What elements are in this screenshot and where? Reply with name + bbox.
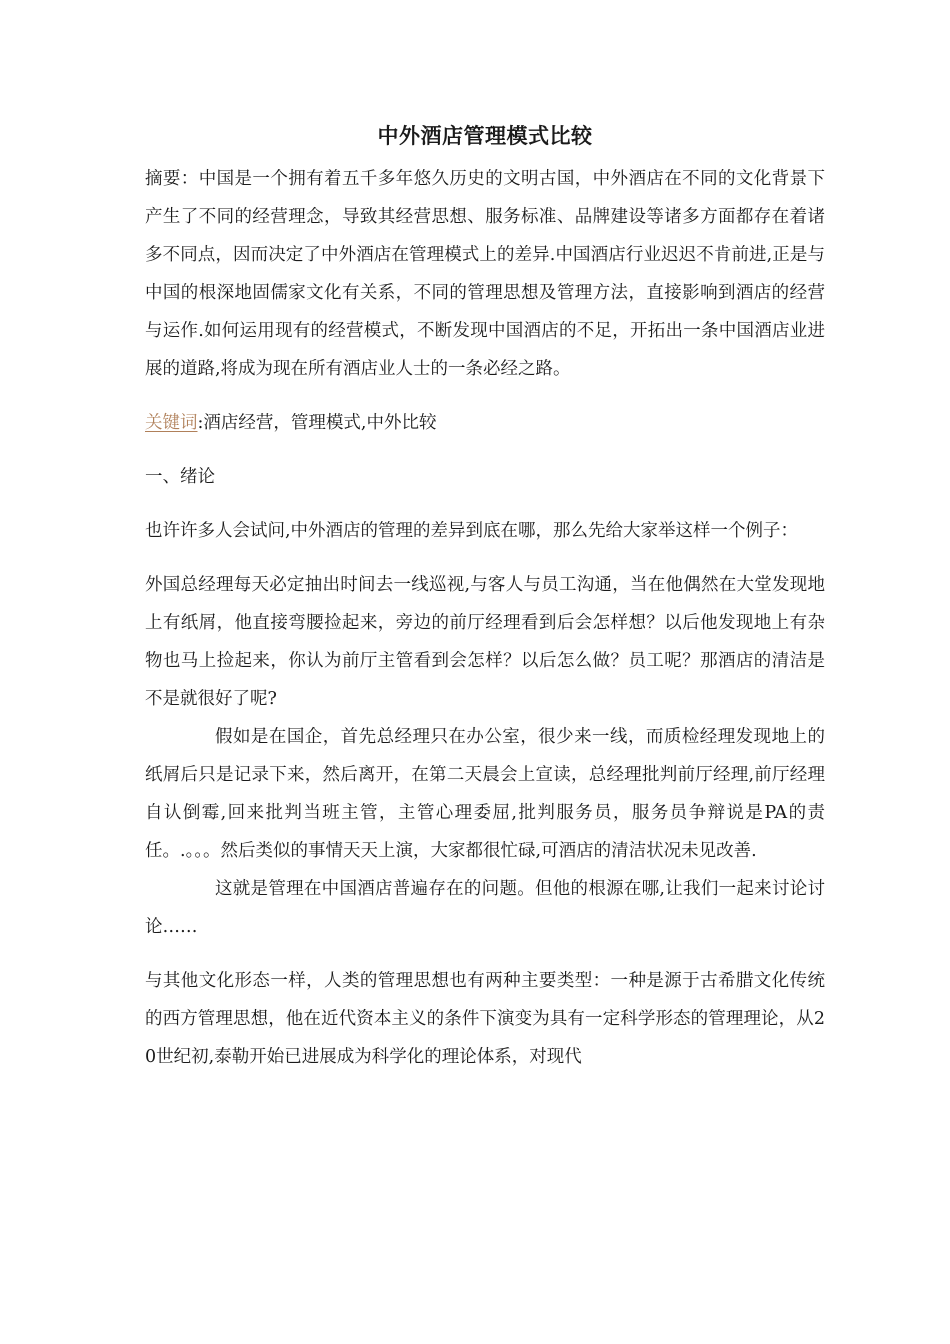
body-paragraph-3: 假如是在国企，首先总经理只在办公室，很少来一线，而质检经理发现地上的纸屑后只是记录下来，然后离开，在第二天晨会上宣读，总经理批判前厅经理,前厅经理自认倒霉,回来批判当班主管，主管心理委屈,批判服务员，服务员争辩说是PA的责任。.。。。然后类似的事情天天上演，大家都很忙碌,可酒店的清洁状况未见改善. <box>145 727 825 861</box>
body-paragraph-5: 与其他文化形态一样，人类的管理思想也有两种主要类型：一种是源于古希腊文化传统的西方管理思想，他在近代资本主义的条件下演变为具有一定科学形态的管理理论，从20世纪初,泰勒开始已进展成为科学化的理论体系，对现代 <box>145 971 825 1067</box>
keywords-text: :酒店经营，管理模式,中外比较 <box>197 413 437 433</box>
document-page <box>145 118 825 1076</box>
keywords-line <box>145 404 825 442</box>
body-paragraph-1: 也许许多人会试问,中外酒店的管理的差异到底在哪，那么先给大家举这样一个例子： <box>145 521 799 541</box>
keywords-link[interactable]: 关键词 <box>145 413 198 433</box>
body-paragraph-2: 外国总经理每天必定抽出时间去一线巡视,与客人与员工沟通，当在他偶然在大堂发现地上有纸屑，他直接弯腰捡起来，旁边的前厅经理看到后会怎样想？以后他发现地上有杂物也马上捡起来，你认为前厅主管看到会怎样？以后怎么做？员工呢？那酒店的清洁是不是就很好了呢? <box>145 575 825 709</box>
document-title: 中外酒店管理模式比较 <box>377 123 593 148</box>
section-heading: 一、绪论 <box>145 467 215 487</box>
abstract-paragraph: 摘要：中国是一个拥有着五千多年悠久历史的文明古国，中外酒店在不同的文化背景下产生了不同的经营理念，导致其经营思想、服务标准、品牌建设等诸多方面都存在着诸多不同点，因而决定了中外酒店在管理模式上的差异.中国酒店行业迟迟不肯前进,正是与中国的根深地固儒家文化有关系，不同的管理思想及管理方法，直接影响到酒店的经营与运作.如何运用现有的经营模式，不断发现中国酒店的不足，开拓出一条中国酒店业进展的道路,将成为现在所有酒店业人士的一条必经之路。 <box>145 169 825 379</box>
body-paragraph-4: 这就是管理在中国酒店普遍存在的问题。但他的根源在哪,让我们一起来讨论讨论…… <box>145 879 825 937</box>
